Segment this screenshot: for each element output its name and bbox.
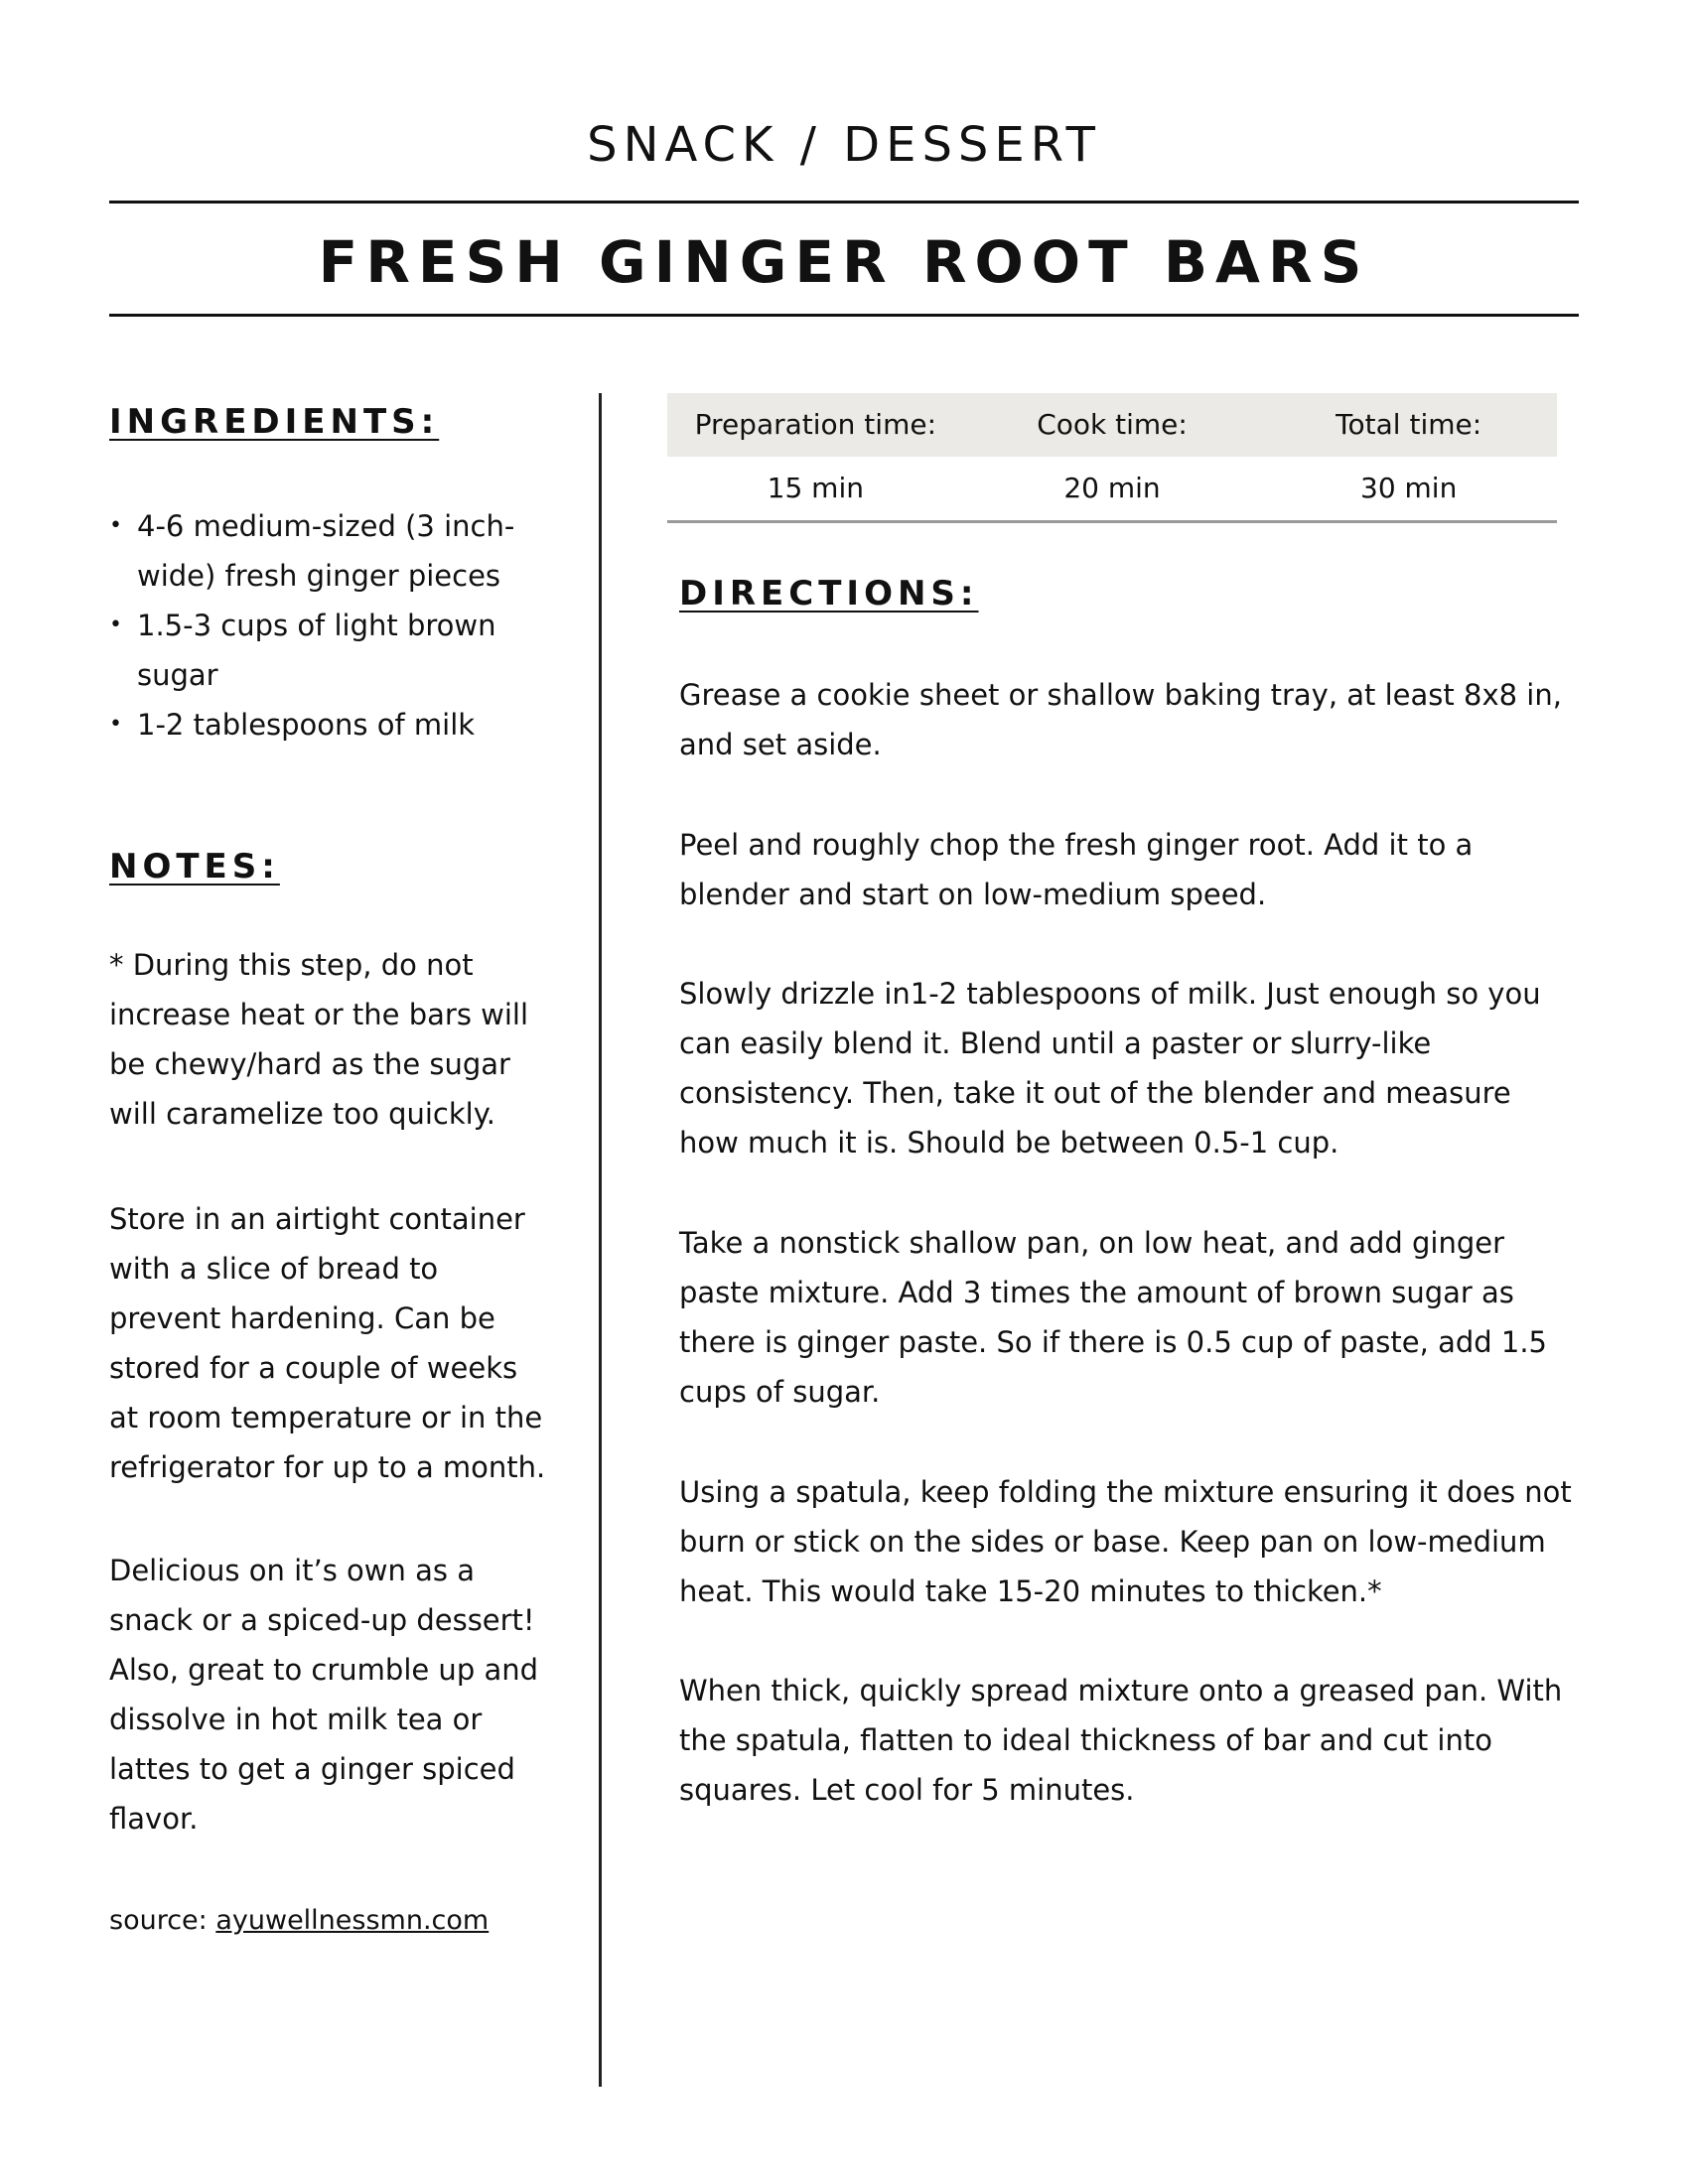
total-time-value: 30 min [1360,472,1458,504]
note-paragraph: Delicious on it’s own as a snack or a spiced-up dessert! Also, great to crumble up and dissolve in hot milk tea or lattes to get a ginger spiced flavor. [109,1554,538,1836]
header-bottom-divider [109,314,1579,317]
header-top-divider [109,201,1579,204]
source-label: source: [109,1905,216,1936]
recipe-category: SNACK / DESSERT [587,117,1101,173]
prep-time-value: 15 min [767,472,864,504]
ingredients-list [109,501,526,750]
note-paragraph: Store in an airtight container with a slice of bread to prevent hardening. Can be stored for a couple of weeks at room temperature or in the refrigerator for up to a month. [109,1202,546,1484]
direction-step: Take a nonstick shallow pan, on low heat, and add ginger paste mixture. Add 3 times the amount of brown sugar as there is ginger paste. So if there is 0.5 cup of paste, add 1.5 cups of sugar. [679,1226,1547,1409]
left-column [109,402,546,1936]
time-table [667,393,1557,523]
direction-step: Grease a cookie sheet or shallow baking tray, at least 8x8 in, and set aside. [679,678,1562,761]
direction-step: Peel and roughly chop the fresh ginger root. Add it to a blender and start on low-medium speed. [679,828,1474,911]
recipe-title: FRESH GINGER ROOT BARS [318,228,1370,296]
source-line [109,1901,489,1941]
total-time-label: Total time: [1336,408,1482,441]
cook-time-value: 20 min [1063,472,1161,504]
time-table-values [667,457,1557,523]
source-link[interactable]: ayuwellnessmn.com [215,1905,490,1936]
ingredient-item: • 1.5-3 cups of light brown sugar [109,601,526,700]
time-table-header [667,393,1557,457]
column-divider [599,393,602,2087]
direction-step: Using a spatula, keep folding the mixture ensuring it does not burn or stick on the sides or base. Keep pan on low-medium heat. This would take 15-20 minutes to thicken.* [679,1475,1572,1608]
directions-heading: DIRECTIONS: [679,574,979,614]
ingredient-item: • 1-2 tablespoons of milk [109,700,526,750]
direction-step: When thick, quickly spread mixture onto a greased pan. With the spatula, flatten to ideal thickness of bar and cut into squares. Let cool for 5 minutes. [679,1674,1563,1807]
cook-time-label: Cook time: [1037,408,1188,441]
ingredient-item: • 4-6 medium-sized (3 inch-wide) fresh ginger pieces [109,501,526,601]
note-paragraph: * During this step, do not increase heat or the bars will be chewy/hard as the sugar will caramelize too quickly. [109,948,529,1131]
ingredients-heading: INGREDIENTS: [109,402,440,442]
direction-step: Slowly drizzle in1-2 tablespoons of milk. Just enough so you can easily blend it. Blend until a paster or slurry-like consistency. Then, take it out of the blender and measure how much it is. Should be between 0.5-1 cup. [679,977,1541,1160]
prep-time-label: Preparation time: [694,408,937,441]
notes-heading: NOTES: [109,847,280,887]
